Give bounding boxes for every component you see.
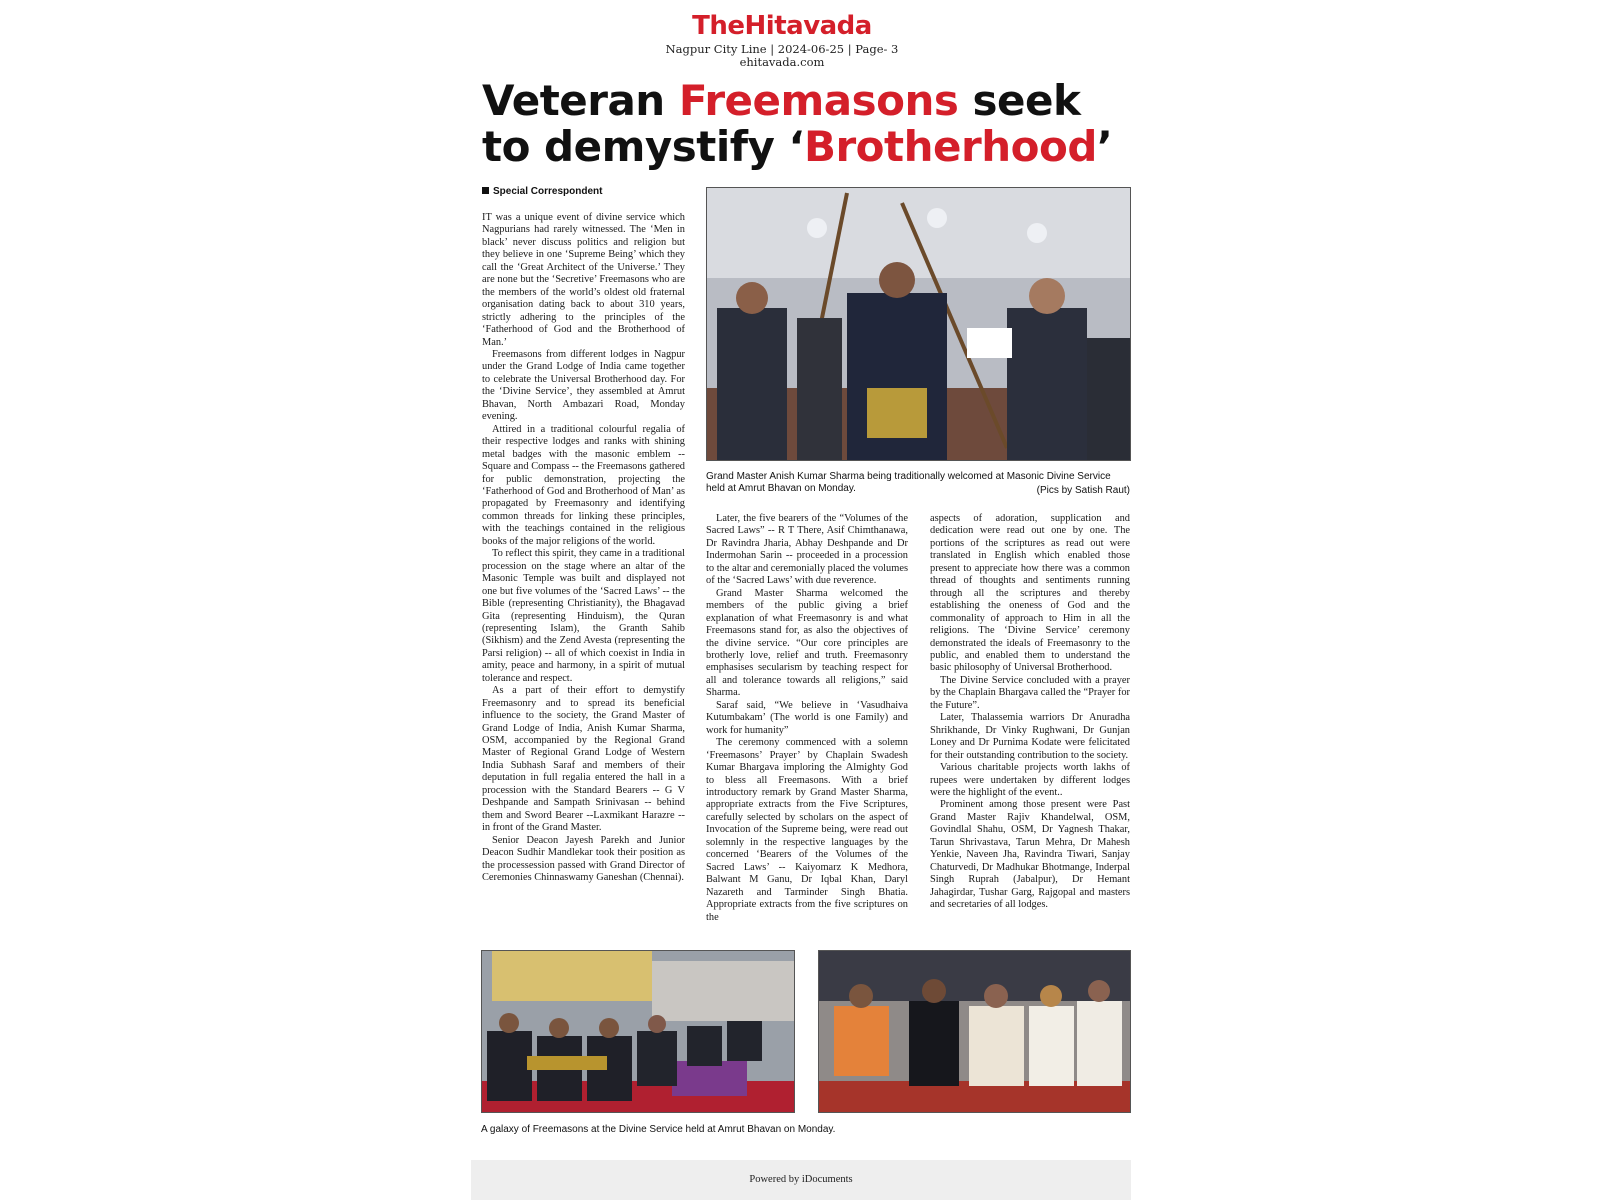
top-photo — [706, 187, 1131, 461]
paragraph: Later, Thalassemia warriors Dr Anuradha Shrikhande, Dr Vinky Rughwani, Dr Gunjan Loney and Dr Purnima Kodate were felicitated for their outstanding contribution to the society. — [930, 712, 1130, 761]
newspaper-logo[interactable] — [632, 12, 932, 40]
website-link[interactable]: ehitavada.com — [739, 55, 825, 69]
headline-part4: ’ — [1096, 122, 1113, 171]
paragraph: Various charitable projects worth lakhs of rupees were undertaken by different lodges were the highlight of the event.. — [930, 762, 1130, 798]
bottom-left-photo — [481, 950, 795, 1113]
bottom-photos-caption: A galaxy of Freemasons at the Divine Service held at Amrut Bhavan on Monday. — [481, 1124, 836, 1135]
brand-prefix: The — [692, 11, 745, 41]
paragraph: The Divine Service concluded with a prayer by the Chaplain Bhargava called the “Prayer for the Future”. — [930, 674, 1130, 711]
bullet-square-icon — [482, 187, 489, 194]
top-photo-caption — [706, 471, 1130, 497]
brand-name: Hitavada — [744, 11, 872, 41]
front-row-guests-photo — [819, 951, 1130, 1112]
paragraph: To reflect this spirit, they came in a traditional procession on the stage where an altar of the Masonic Temple was built and displayed not one but five volumes of the ‘Sacred Laws’ -- the Bible (representing Christianity), the Bhagavad Gita (representing Hinduism), the Quran (representing Islam), the Granth Sahib (Sikhism) and the Zend Avesta (representing the Parsi religion) -- all of which coexist in India in amity, peace and harmony, in a spirit of mutual tolerance and respect. — [482, 548, 685, 684]
headline-part3: to demystify ‘ — [482, 122, 804, 171]
article-column-3 — [930, 513, 1130, 943]
footer-bar — [471, 1160, 1131, 1200]
photo-credit: (Pics by Satish Raut) — [1036, 485, 1130, 496]
seated-freemasons-photo — [482, 951, 794, 1112]
headline-part2: seek — [958, 76, 1081, 125]
paragraph: The ceremony commenced with a solemn ‘Freemasons’ Prayer’ by Chaplain Swadesh Kumar Bhargava imploring the Almighty God to bless all Freemasons. With a brief introductory remark by Grand Master Sharma, appropriate extracts from the Five Scriptures, carefully selected by scholars on the aspect of Invocation of the Supreme being, were read out solemnly in the respective languages by the concerned ‘Bearers of the Volumes of the Sacred Laws’ -- Kaiyomarz K Medhora, Balwant M Ganu, Dr Iqbal Khan, Daryl Nazareth and Tarminder Singh Bhatia. Appropriate extracts from the five scriptures on the — [706, 737, 908, 923]
paragraph: Grand Master Sharma welcomed the members of the public giving a brief explanation of what Freemasonry is and what Freemasons stand for, as also the objectives of the divine service. “Our core principles are brotherly love, relief and truth. Freemasonry emphasises secularism by teaching respect for all and tolerance towards all religions,” said Sharma. — [706, 587, 908, 699]
edition-line: Nagpur City Line | 2024-06-25 | Page- 3 — [665, 42, 899, 56]
paragraph: Freemasons from different lodges in Nagpur under the Grand Lodge of India came together to celebrate the Universal Brotherhood day. For the ‘Divine Service’, they assembled at Amrut Bhavan, North Ambazari Road, Monday evening. — [482, 348, 685, 423]
bottom-right-photo — [818, 950, 1131, 1113]
article-column-2 — [706, 513, 908, 943]
paragraph: Senior Deacon Jayesh Parekh and Junior Deacon Sudhir Mandlekar took their position as the processession passed with Grand Director of Ceremonies Chinnaswamy Ganeshan (Chennai). — [482, 834, 685, 884]
article-column-1 — [482, 212, 685, 942]
headline — [482, 78, 1162, 170]
headline-part1-red: Freemasons — [678, 76, 959, 125]
headline-part3-red: Brotherhood — [803, 122, 1097, 171]
paragraph: Attired in a traditional colourful regalia of their respective lodges and ranks with shining metal badges with the masonic emblem -- Square and Compass -- the Freemasons gathered for public demonstration, projecting the ‘Fatherhood of God and Brotherhood of Man’ as propagated by Freemasonry and identifying common threads for linking these principles, with the teachings contained in the religious books of the major religions of the world. — [482, 423, 685, 547]
paragraph: IT was a unique event of divine service which Nagpurians had rarely witnessed. The ‘Men in black’ never discuss politics and religion but they believe in one ‘Supreme Being’ which they call the ‘Great Architect of the Universe.’ They are none but the ‘Secretive’ Freemasons who are the members of the world’s oldest old fraternal organisation dating back to about 310 years, strictly adhering to the principles of the ‘Fatherhood of God and the Brotherhood of Man.’ — [482, 212, 685, 348]
paragraph: Saraf said, “We believe in ‘Vasudhaiva Kutumbakam’ (The world is one Family) and work for humanity” — [706, 699, 908, 736]
paragraph: Later, the five bearers of the “Volumes of the Sacred Laws” -- R T There, Asif Chimthanawa, Dr Ravindra Jharia, Abhay Deshpande and Dr Indermohan Sarin -- proceeded in a procession to the altar and ceremonially placed the volumes of the ‘Sacred Laws’ with due reverence. — [706, 513, 908, 587]
byline-text: Special Correspondent — [493, 186, 603, 197]
masthead — [632, 12, 932, 69]
powered-by-text[interactable]: Powered by iDocuments — [749, 1174, 853, 1185]
welcome-ceremony-photo — [707, 188, 1130, 460]
byline — [482, 186, 602, 197]
caption-text: Grand Master Anish Kumar Sharma being traditionally welcomed at Masonic Divine Service held at Amrut Bhavan on Monday. — [706, 471, 1111, 494]
paragraph: Prominent among those present were Past Grand Master Rajiv Khandelwal, OSM, Govindlal Shahu, OSM, Dr Yagnesh Thakar, Tarun Shrivastava, Tarun Mehra, Dr Mahesh Yenkie, Naveen Jha, Ravindra Tiwari, Sanjay Chaturvedi, Dr Madhukar Bhotmange, Inderpal Singh Ruprah (Jabalpur), Dr Hemant Jahagirdar, Tushar Garg, Rajgopal and masters and secretaries of all lodges. — [930, 799, 1130, 911]
paragraph: As a part of their effort to demystify Freemasonry and to spread its beneficial influence to the society, the Grand Master of Grand Lodge of India, Anish Kumar Sharma, OSM, accompanied by the Regional Grand Master of Regional Grand Lodge of Western India Subhash Saraf and members of their deputation in full regalia entered the hall in a procession with the Standard Bearers -- G V Deshpande and Sampath Srinivasan -- behind them and Sword Bearer --Laxmikant Harazre -- in front of the Grand Master. — [482, 685, 685, 834]
paragraph: aspects of adoration, supplication and dedication were read out one by one. The portions of the scriptures as read out were translated in English which enabled those present to appreciate how there was a common thread of thoughts and sentiments running through all the scriptures and thereby establishing the oneness of God and the commonality of approach to Him in all the religions. The ‘Divine Service’ ceremony demonstrated the ideals of Freemasonry to the public, and enabled them to understand the basic philosophy of Universal Brotherhood. — [930, 513, 1130, 674]
headline-part1: Veteran — [482, 76, 679, 125]
